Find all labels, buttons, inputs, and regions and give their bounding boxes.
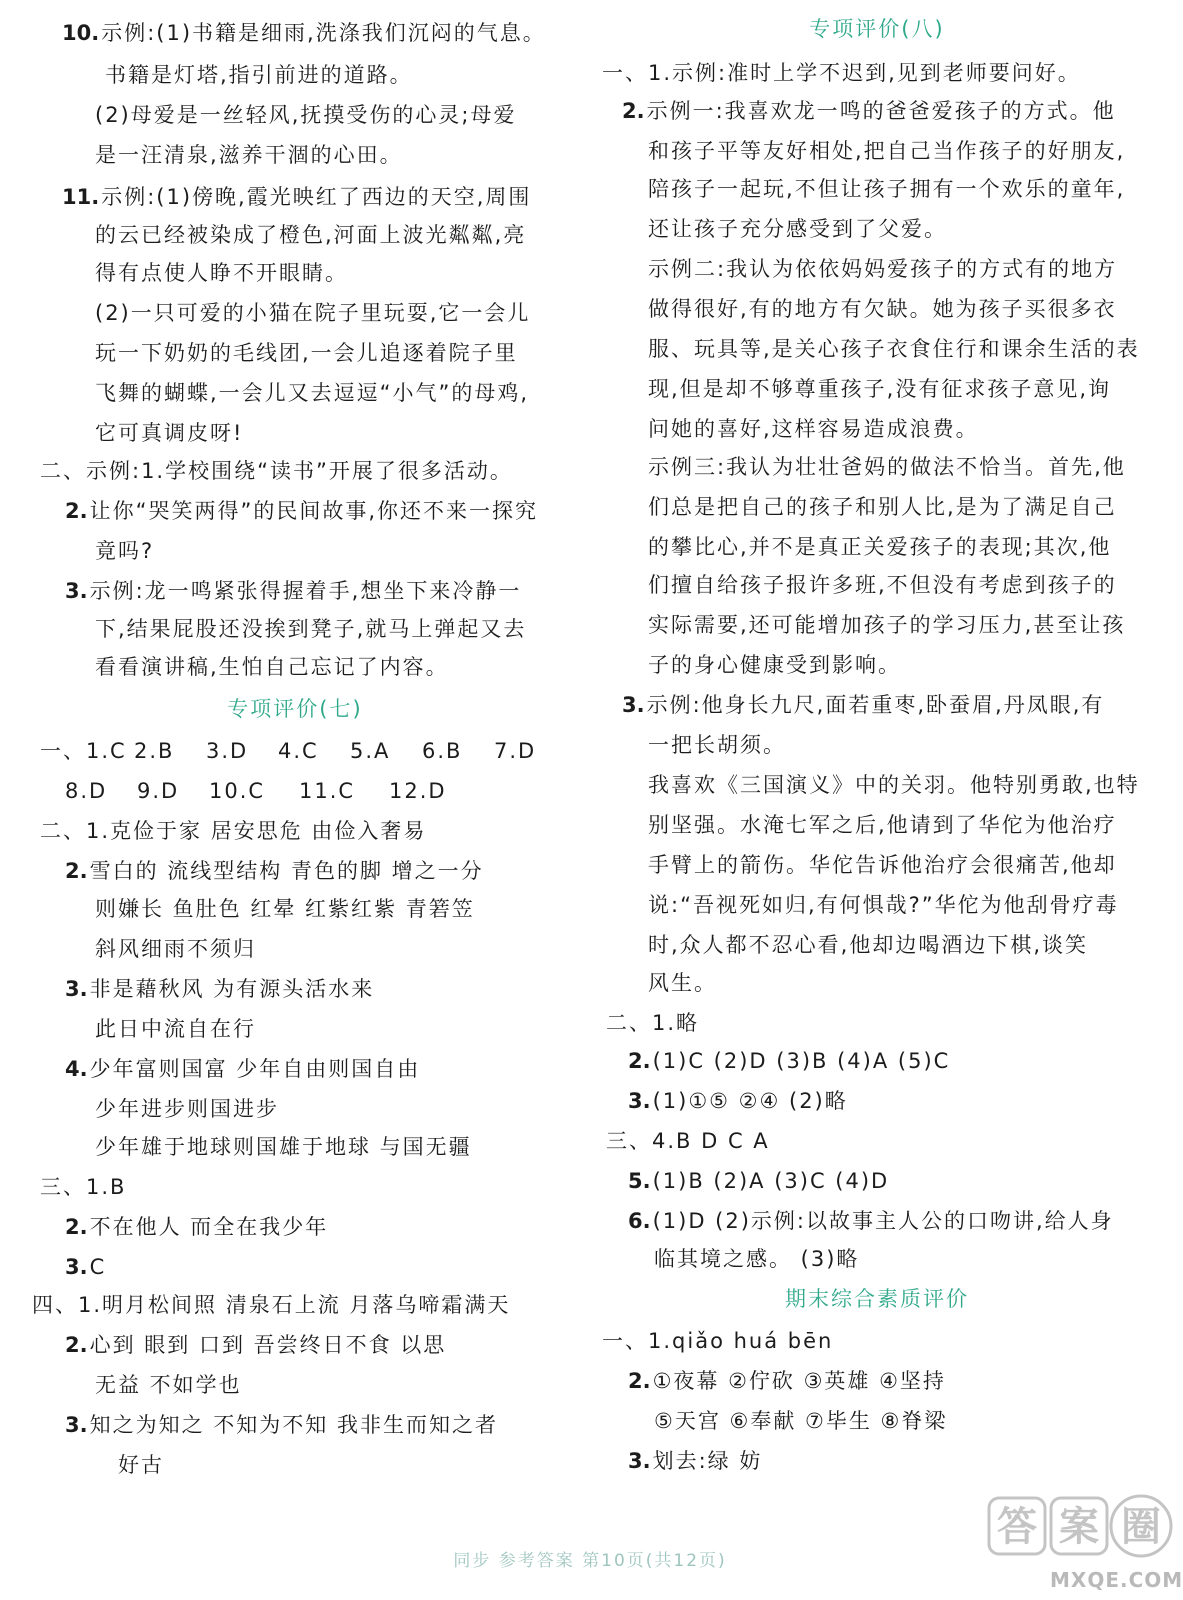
answer-text: 它可真调皮呀! xyxy=(95,421,244,445)
answer-text: 现,但是却不够尊重孩子,没有征求孩子意见,询 xyxy=(648,377,1112,401)
answer-choice: 12.D xyxy=(389,779,447,803)
answer-text: 示例一:我喜欢龙一鸣的爸爸爱孩子的方式。他 xyxy=(646,99,1116,123)
answer-text: 玩一下奶奶的毛线团,一会儿追逐着院子里 xyxy=(95,341,518,365)
answer-line xyxy=(602,58,1081,88)
answer-choice-row xyxy=(65,776,469,806)
answer-text: 不在他人 而全在我少年 xyxy=(89,1215,329,1239)
answer-line xyxy=(95,1014,256,1044)
answer-line xyxy=(628,1086,848,1116)
answer-line xyxy=(65,496,538,526)
answer-line xyxy=(648,650,901,680)
answer-line xyxy=(628,1206,1114,1236)
answer-line xyxy=(95,536,154,566)
answer-choice: 9.D xyxy=(137,779,180,803)
question-number: 3. xyxy=(628,1449,651,1473)
page-footer: 同步 参考答案 第10页(共12页) xyxy=(453,1551,727,1571)
watermark-glyph: 答 xyxy=(997,1504,1037,1550)
answer-text: 风生。 xyxy=(648,971,717,995)
answer-line xyxy=(40,456,513,486)
answer-line xyxy=(648,770,1140,800)
answer-text: 心到 眼到 口到 吾尝终日不食 以思 xyxy=(89,1333,447,1357)
answer-line xyxy=(648,254,1117,284)
answer-text: 别坚强。水淹七军之后,他请到了华佗为他治疗 xyxy=(648,813,1117,837)
answer-line xyxy=(648,214,947,244)
answer-line xyxy=(648,890,1119,920)
answer-line xyxy=(95,298,530,328)
answer-line xyxy=(95,338,518,368)
question-number: 2. xyxy=(622,99,645,123)
answer-line xyxy=(648,492,1117,522)
answer-text: 示例:(1)书籍是细雨,洗涤我们沉闷的气息。 xyxy=(101,21,546,45)
answer-text: 我喜欢《三国演义》中的关羽。他特别勇敢,也特 xyxy=(648,773,1140,797)
answer-text: (1)C (2)D (3)B (4)A (5)C xyxy=(652,1049,951,1073)
answer-line xyxy=(654,1244,859,1274)
answer-text: 竟吗? xyxy=(95,539,155,563)
answer-line xyxy=(628,1366,946,1396)
question-number: 3. xyxy=(65,1255,88,1279)
answer-line xyxy=(628,1046,950,1076)
question-number: 3. xyxy=(628,1089,651,1113)
answer-text: 时,众人都不忍心看,他却边喝酒边下棋,谈笑 xyxy=(648,933,1089,957)
answer-text: 一、1.示例:准时上学不迟到,见到老师要问好。 xyxy=(602,61,1081,85)
answer-text: 非是藉秋风 为有源头活水来 xyxy=(89,977,375,1001)
answer-choice: 4.C xyxy=(278,739,319,763)
answer-text: C xyxy=(89,1255,107,1279)
answer-text: 下,结果屁股还没挨到凳子,就马上弹起又去 xyxy=(95,617,527,641)
answer-text: 飞舞的蝴蝶,一会儿又去逗逗“小气”的母鸡, xyxy=(95,381,530,405)
question-number: 2. xyxy=(65,499,88,523)
answer-text: 让你“哭笑两得”的民间故事,你还不来一探究 xyxy=(89,499,539,523)
answer-text: 们擅自给孩子报许多班,不但没有考虑到孩子的 xyxy=(648,573,1117,597)
answer-text: 示例:(1)傍晚,霞光映红了西边的天空,周围 xyxy=(101,185,532,209)
answer-text: 示例二:我认为依依妈妈爱孩子的方式有的地方 xyxy=(648,257,1118,281)
question-number: 3. xyxy=(65,1413,88,1437)
answer-line xyxy=(606,1008,699,1038)
question-number: 2. xyxy=(65,859,88,883)
answer-text: 们总是把自己的孩子和别人比,是为了满足自己 xyxy=(648,495,1117,519)
answer-line xyxy=(62,18,546,48)
answer-text: 手臂上的箭伤。华佗告诉他治疗会很痛苦,他却 xyxy=(648,853,1117,877)
answer-text: (1)B (2)A (3)C (4)D xyxy=(652,1169,890,1193)
answer-line xyxy=(65,1054,420,1084)
answer-line xyxy=(118,1450,164,1480)
answer-line xyxy=(648,850,1117,880)
answer-text: 知之为知之 不知为不知 我非生而知之者 xyxy=(89,1413,498,1437)
answer-text: 的攀比心,并不是真正关爱孩子的表现;其次,他 xyxy=(648,535,1112,559)
answer-text: 说:“吾视死如归,有何惧哉?”华佗为他刮骨疗毒 xyxy=(648,893,1119,917)
answer-text: 示例:龙一鸣紧张得握着手,想坐下来冷静一 xyxy=(89,579,522,603)
answer-text: 此日中流自在行 xyxy=(95,1017,256,1041)
answer-line xyxy=(95,1094,279,1124)
answer-text: 是一汪清泉,滋养干涸的心田。 xyxy=(95,143,403,167)
answer-text: 一、1.qiǎo huá bēn xyxy=(602,1329,834,1353)
answer-choice: 8.D xyxy=(65,779,108,803)
answer-text: 雪白的 流线型结构 青色的脚 增之一分 xyxy=(89,859,484,883)
answer-line xyxy=(648,570,1117,600)
answer-text: 示例:他身长九尺,面若重枣,卧蚕眉,丹凤眼,有 xyxy=(646,693,1105,717)
question-number: 2. xyxy=(65,1215,88,1239)
answer-text: (1)①⑤ ②④ (2)略 xyxy=(652,1089,848,1113)
answer-text: 服、玩具等,是关心孩子衣食住行和课余生活的表 xyxy=(648,337,1140,361)
answer-line xyxy=(95,1370,242,1400)
answer-text: 少年雄于地球则国雄于地球 与国无疆 xyxy=(95,1135,472,1159)
answer-line xyxy=(648,610,1125,640)
answer-text: ⑤天宫 ⑥奉献 ⑦毕生 ⑧脊梁 xyxy=(654,1409,948,1433)
question-number: 2. xyxy=(65,1333,88,1357)
answer-line xyxy=(40,1172,126,1202)
answer-text: 三、4.B D C A xyxy=(606,1129,770,1153)
question-number: 3. xyxy=(65,977,88,1001)
answer-line xyxy=(95,1132,472,1162)
answer-text: 二、示例:1.学校围绕“读书”开展了很多活动。 xyxy=(40,459,513,483)
answer-line xyxy=(622,690,1104,720)
answer-line xyxy=(95,652,449,682)
section-title: 期末综合素质评价 xyxy=(785,1287,969,1311)
answer-line xyxy=(628,1446,762,1476)
answer-text: 得有点使人睁不开眼睛。 xyxy=(95,261,348,285)
answer-line xyxy=(65,576,521,606)
answer-text: (2)一只可爱的小猫在院子里玩耍,它一会儿 xyxy=(95,301,531,325)
answer-choice: 11.C xyxy=(299,779,356,803)
answer-text: 看看演讲稿,生怕自己忘记了内容。 xyxy=(95,655,449,679)
answer-line xyxy=(95,934,256,964)
answer-choice: 一、1.C xyxy=(40,739,127,763)
answer-line xyxy=(648,810,1117,840)
answer-line xyxy=(105,60,413,90)
answer-line xyxy=(65,1410,498,1440)
answer-text: ①夜幕 ②佇砍 ③英雄 ④坚持 xyxy=(652,1369,946,1393)
answer-line xyxy=(648,532,1111,562)
answer-line xyxy=(62,182,531,212)
answer-line xyxy=(606,1126,770,1156)
section-title: 专项评价(七) xyxy=(227,697,363,721)
answer-text: (1)D (2)示例:以故事主人公的口吻讲,给人身 xyxy=(652,1209,1114,1233)
answer-choice: 10.C xyxy=(209,779,266,803)
section-title: 专项评价(八) xyxy=(809,17,945,41)
answer-line xyxy=(65,1252,106,1282)
question-number: 2. xyxy=(628,1049,651,1073)
answer-line xyxy=(40,816,426,846)
answer-text: 陪孩子一起玩,不但让孩子拥有一个欢乐的童年, xyxy=(648,177,1126,201)
answer-choice: 5.A xyxy=(350,739,391,763)
question-number: 5. xyxy=(628,1169,651,1193)
answer-line xyxy=(65,1212,328,1242)
watermark-text: MXQE.COM xyxy=(1050,1568,1183,1592)
answer-text: 问她的喜好,这样容易造成浪费。 xyxy=(648,417,979,441)
answer-line xyxy=(95,140,403,170)
question-number: 4. xyxy=(65,1057,88,1081)
answer-line xyxy=(648,930,1088,960)
answer-line xyxy=(648,334,1140,364)
question-number: 3. xyxy=(622,693,645,717)
answer-text: 示例三:我认为壮壮爸妈的做法不恰当。首先,他 xyxy=(648,455,1126,479)
answer-line xyxy=(648,968,717,998)
answer-line xyxy=(648,174,1125,204)
answer-text: (2)母爱是一丝轻风,抚摸受伤的心灵;母爱 xyxy=(95,103,517,127)
answer-text: 还让孩子充分感受到了父爱。 xyxy=(648,217,947,241)
answer-text: 划去:绿 妨 xyxy=(652,1449,763,1473)
answer-line xyxy=(648,136,1125,166)
answer-line xyxy=(648,730,786,760)
answer-line xyxy=(602,1326,833,1356)
answer-line xyxy=(622,96,1116,126)
answer-text: 斜风细雨不须归 xyxy=(95,937,256,961)
answer-text: 实际需要,还可能增加孩子的学习压力,甚至让孩 xyxy=(648,613,1126,637)
answer-line xyxy=(95,894,475,924)
answer-line xyxy=(628,1166,889,1196)
answer-line xyxy=(95,418,243,448)
answer-text: 则嫌长 鱼肚色 红晕 红紫红紫 青箬笠 xyxy=(95,897,475,921)
answer-line xyxy=(95,220,526,250)
answer-choice: 6.B xyxy=(422,739,463,763)
answer-text: 三、1.B xyxy=(40,1175,127,1199)
question-number: 6. xyxy=(628,1209,651,1233)
watermark-glyph: 案 xyxy=(1059,1504,1099,1550)
answer-text: 一把长胡须。 xyxy=(648,733,786,757)
answer-line xyxy=(654,1406,947,1436)
answer-text: 做得很好,有的地方有欠缺。她为孩子买很多衣 xyxy=(648,297,1117,321)
answer-text: 书籍是灯塔,指引前进的道路。 xyxy=(105,63,413,87)
answer-text: 和孩子平等友好相处,把自己当作孩子的好朋友, xyxy=(648,139,1126,163)
answer-text: 二、1.克俭于家 居安思危 由俭入奢易 xyxy=(40,819,427,843)
answer-line xyxy=(95,258,348,288)
answer-text: 少年进步则国进步 xyxy=(95,1097,279,1121)
answer-choice: 2.B xyxy=(134,739,175,763)
answer-text: 二、1.略 xyxy=(606,1011,700,1035)
answer-line xyxy=(648,294,1117,324)
answer-choice: 3.D xyxy=(206,739,249,763)
answer-line xyxy=(32,1290,510,1320)
watermark-glyph: 圈 xyxy=(1121,1504,1161,1550)
answer-text: 无益 不如学也 xyxy=(95,1373,242,1397)
question-number: 2. xyxy=(628,1369,651,1393)
answer-line xyxy=(95,100,517,130)
answer-line xyxy=(648,414,979,444)
answer-text: 临其境之感。 (3)略 xyxy=(654,1247,860,1271)
question-number: 10. xyxy=(62,21,100,45)
question-number: 11. xyxy=(62,185,100,209)
question-number: 3. xyxy=(65,579,88,603)
answer-line xyxy=(65,1330,446,1360)
answer-line xyxy=(65,974,374,1004)
answer-line xyxy=(95,614,526,644)
answer-line xyxy=(65,856,484,886)
answer-choice-row xyxy=(40,736,554,766)
answer-text: 四、1.明月松间照 清泉石上流 月落乌啼霜满天 xyxy=(32,1293,511,1317)
answer-text: 子的身心健康受到影响。 xyxy=(648,653,901,677)
answer-text: 好古 xyxy=(118,1453,164,1477)
answer-line xyxy=(648,374,1111,404)
answer-line xyxy=(95,378,529,408)
answer-choice: 7.D xyxy=(494,739,537,763)
answer-text: 少年富则国富 少年自由则国自由 xyxy=(89,1057,421,1081)
answer-line xyxy=(648,452,1126,482)
answer-text: 的云已经被染成了橙色,河面上波光粼粼,亮 xyxy=(95,223,527,247)
